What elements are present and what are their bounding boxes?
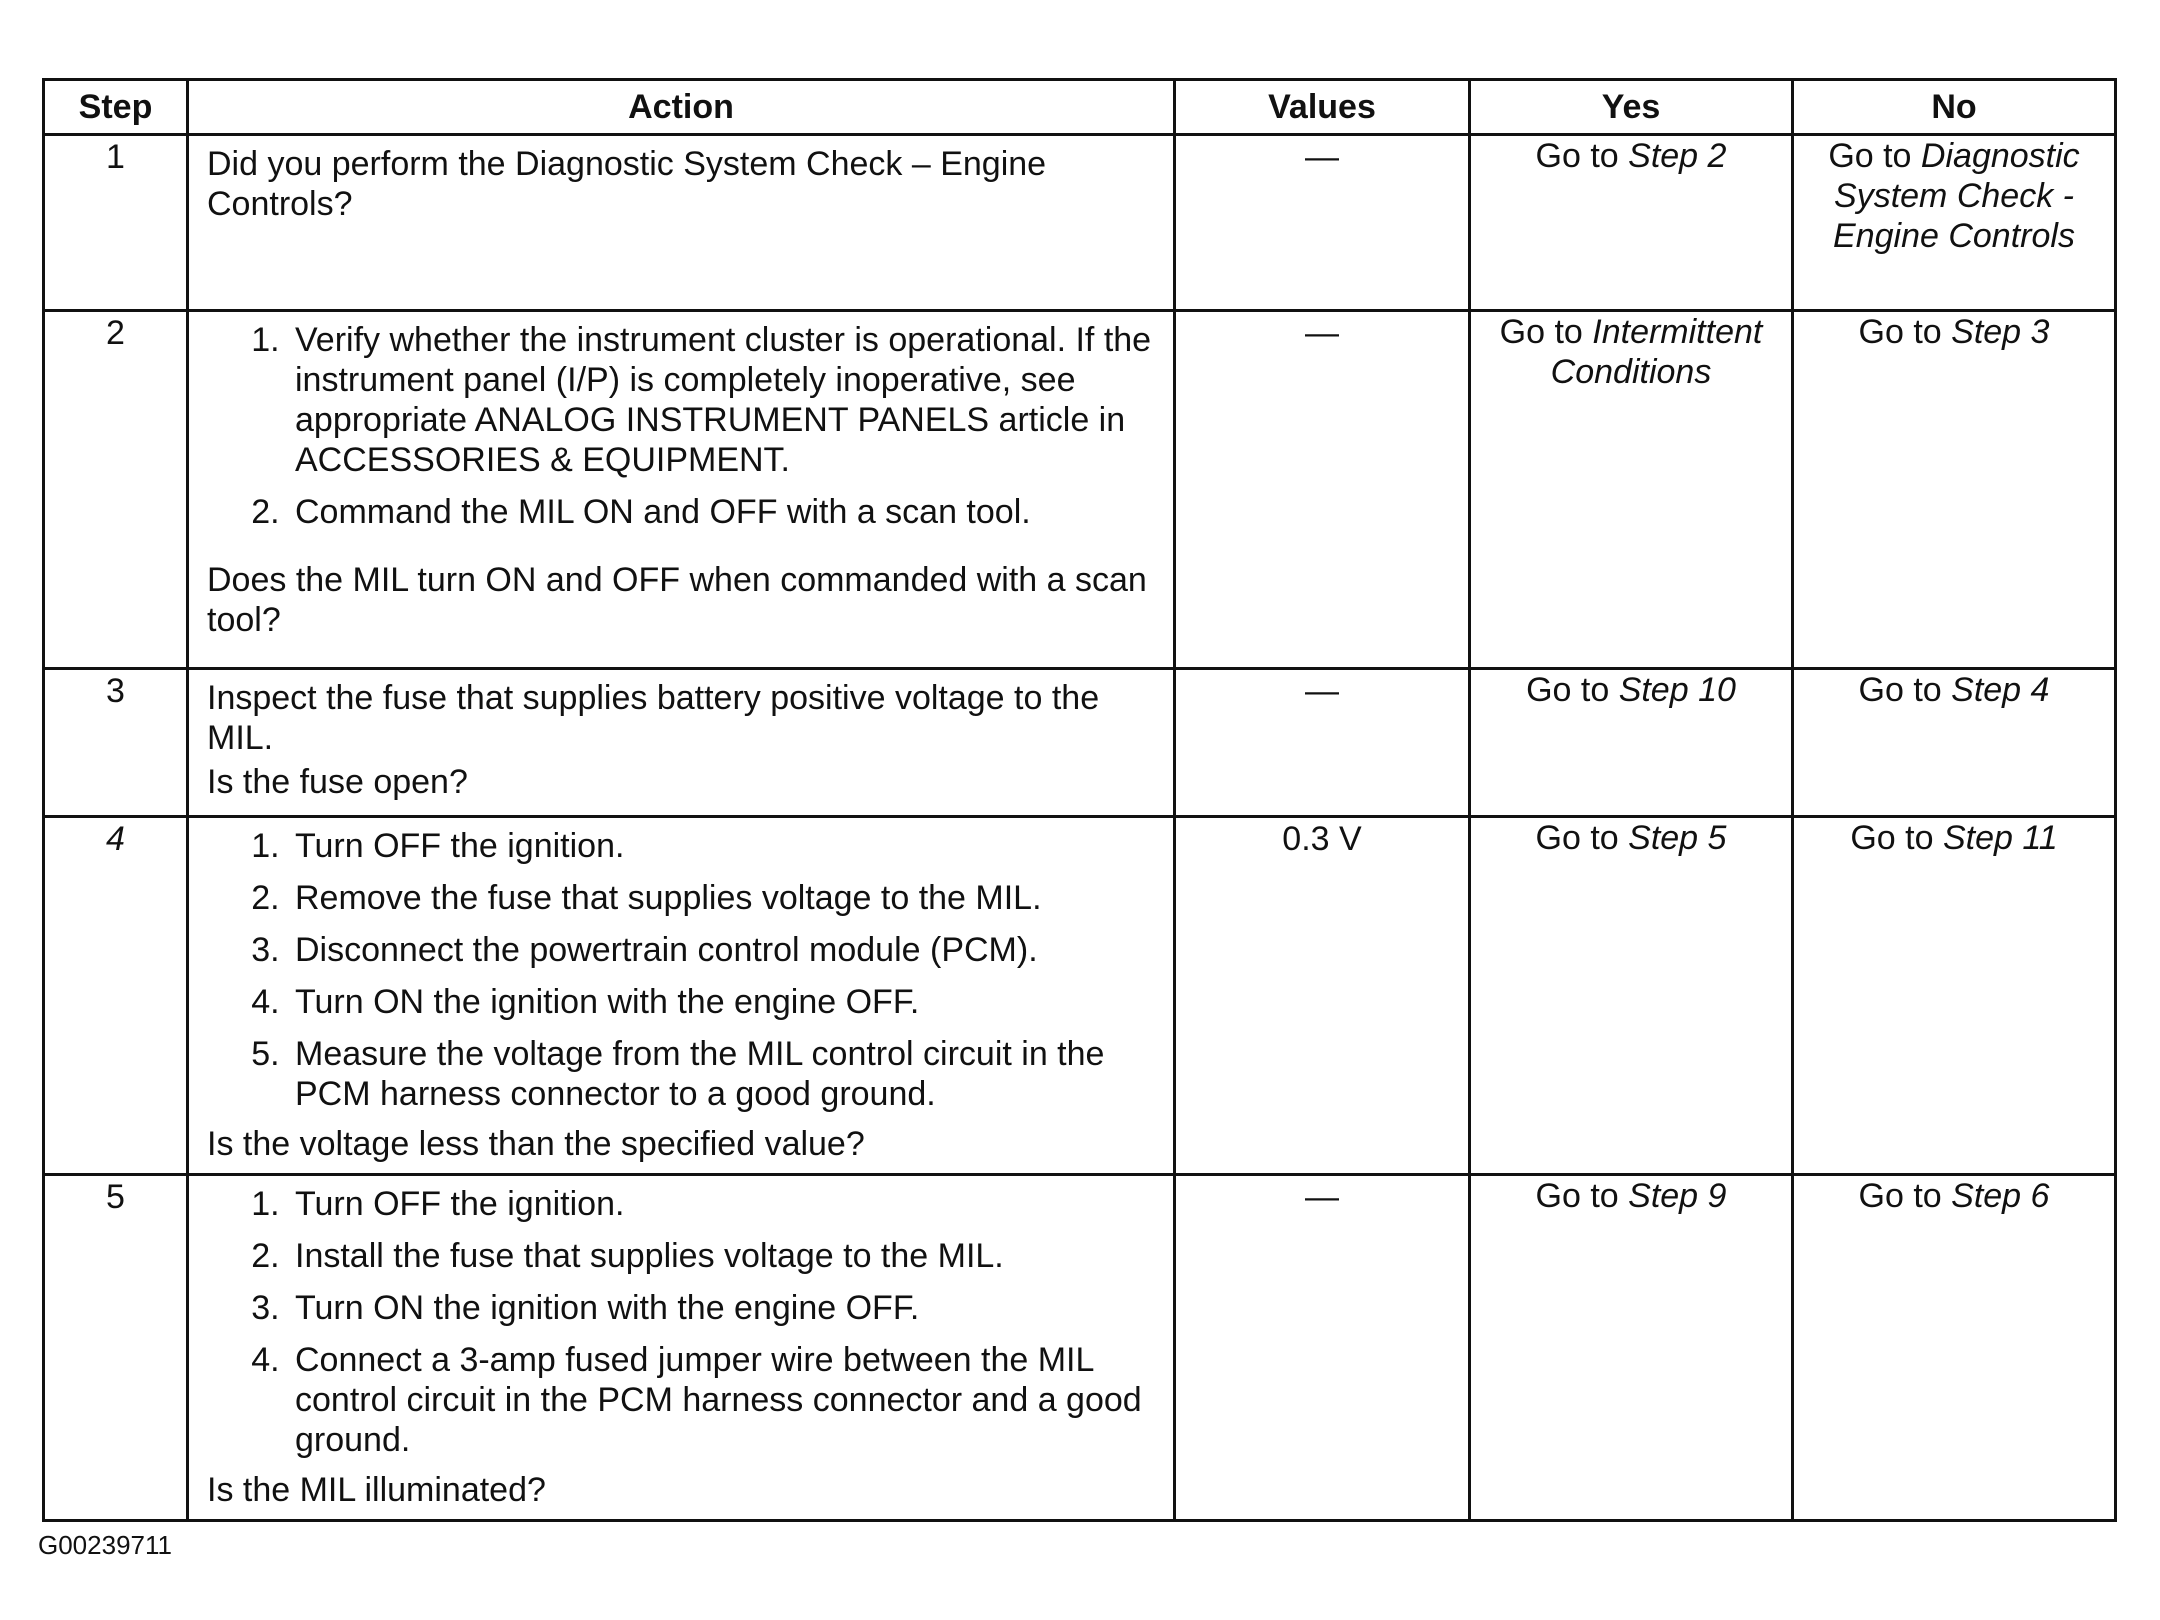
action-question: Is the voltage less than the specified value?	[207, 1125, 865, 1163]
action-step-item: 3. Turn ON the ignition with the engine OFF.	[289, 1288, 1155, 1328]
yes-link: Step 9	[1628, 1177, 1727, 1215]
yes-link: Intermittent Conditions	[1550, 313, 1763, 391]
yes-prefix: Go to	[1526, 671, 1619, 709]
table-row-step-1	[44, 135, 2116, 311]
action-lead: Inspect the fuse that supplies battery positive voltage to the MIL.	[207, 679, 1100, 757]
header-values: Values	[1175, 80, 1470, 135]
step-number: 3	[44, 669, 188, 817]
action-step-item: 4. Turn ON the ignition with the engine OFF.	[289, 982, 1155, 1022]
header-action: Action	[188, 80, 1175, 135]
action-question: Is the fuse open?	[207, 763, 468, 801]
table-row-step-3	[44, 669, 2116, 817]
action-step-item: 2. Command the MIL ON and OFF with a scan tool.	[289, 492, 1155, 532]
no-prefix: Go to	[1858, 1177, 1952, 1215]
yes-link: Step 2	[1628, 137, 1727, 175]
yes-prefix: Go to	[1535, 819, 1629, 857]
action-question: Is the MIL illuminated?	[207, 1471, 546, 1509]
no-link: Step 4	[1951, 671, 2050, 709]
table-row-step-5	[44, 1175, 2116, 1521]
yes-link: Step 10	[1618, 671, 1736, 709]
no-cell	[1793, 1175, 2116, 1521]
action-step-item: 2. Install the fuse that supplies voltage to the MIL.	[289, 1236, 1155, 1276]
no-prefix: Go to	[1858, 671, 1952, 709]
action-steps-list	[207, 320, 1155, 532]
value-cell: —	[1175, 1175, 1470, 1521]
table-row-step-2	[44, 311, 2116, 669]
action-question: Does the MIL turn ON and OFF when commanded with a scan tool?	[207, 561, 1147, 639]
yes-prefix: Go to	[1499, 313, 1593, 351]
action-cell	[188, 669, 1175, 817]
figure-id: G00239711	[38, 1530, 172, 1560]
action-cell	[188, 311, 1175, 669]
step-number: 2	[44, 311, 188, 669]
action-lead: Did you perform the Diagnostic System Check – Engine Controls?	[207, 145, 1047, 223]
yes-cell	[1470, 817, 1793, 1175]
header-yes: Yes	[1470, 80, 1793, 135]
step-number: 5	[44, 1175, 188, 1521]
yes-cell	[1470, 135, 1793, 311]
yes-prefix: Go to	[1535, 1177, 1629, 1215]
action-step-item: 1. Turn OFF the ignition.	[289, 1184, 1155, 1224]
diagnostic-table	[42, 78, 2117, 1522]
no-link: Diagnostic System Check - Engine Controls	[1833, 137, 2080, 255]
no-cell	[1793, 669, 2116, 817]
value-cell: —	[1175, 311, 1470, 669]
no-prefix: Go to	[1828, 137, 1921, 175]
action-cell	[188, 817, 1175, 1175]
action-steps-list	[207, 826, 1155, 1114]
no-cell	[1793, 817, 2116, 1175]
no-cell	[1793, 135, 2116, 311]
no-link: Step 3	[1951, 313, 2050, 351]
action-step-item: 2. Remove the fuse that supplies voltage to the MIL.	[289, 878, 1155, 918]
step-number: 1	[44, 135, 188, 311]
yes-cell	[1470, 669, 1793, 817]
yes-prefix: Go to	[1535, 137, 1629, 175]
yes-cell	[1470, 311, 1793, 669]
value-cell: —	[1175, 669, 1470, 817]
yes-link: Step 5	[1628, 819, 1727, 857]
step-number: 4	[44, 817, 188, 1175]
header-step: Step	[44, 80, 188, 135]
action-step-item: 1. Verify whether the instrument cluster is operational. If the instrument panel (I/P) is completely inoperative, see appropriate ANALOG INSTRUMENT PANELS article in ACCESSORIES & EQUIPMENT.	[289, 320, 1155, 480]
table-header-row	[44, 80, 2116, 135]
action-step-item: 3. Disconnect the powertrain control module (PCM).	[289, 930, 1155, 970]
value-cell: —	[1175, 135, 1470, 311]
table-row-step-4	[44, 817, 2116, 1175]
no-link: Step 11	[1942, 819, 2058, 857]
action-cell	[188, 135, 1175, 311]
action-step-item: 1. Turn OFF the ignition.	[289, 826, 1155, 866]
action-step-item: 5. Measure the voltage from the MIL control circuit in the PCM harness connector to a good ground.	[289, 1034, 1155, 1114]
no-cell	[1793, 311, 2116, 669]
action-cell	[188, 1175, 1175, 1521]
header-no: No	[1793, 80, 2116, 135]
no-prefix: Go to	[1858, 313, 1952, 351]
action-steps-list	[207, 1184, 1155, 1460]
no-prefix: Go to	[1850, 819, 1943, 857]
yes-cell	[1470, 1175, 1793, 1521]
value-cell: 0.3 V	[1175, 817, 1470, 1175]
action-step-item: 4. Connect a 3-amp fused jumper wire between the MIL control circuit in the PCM harness connector and a good ground.	[289, 1340, 1155, 1460]
no-link: Step 6	[1951, 1177, 2050, 1215]
